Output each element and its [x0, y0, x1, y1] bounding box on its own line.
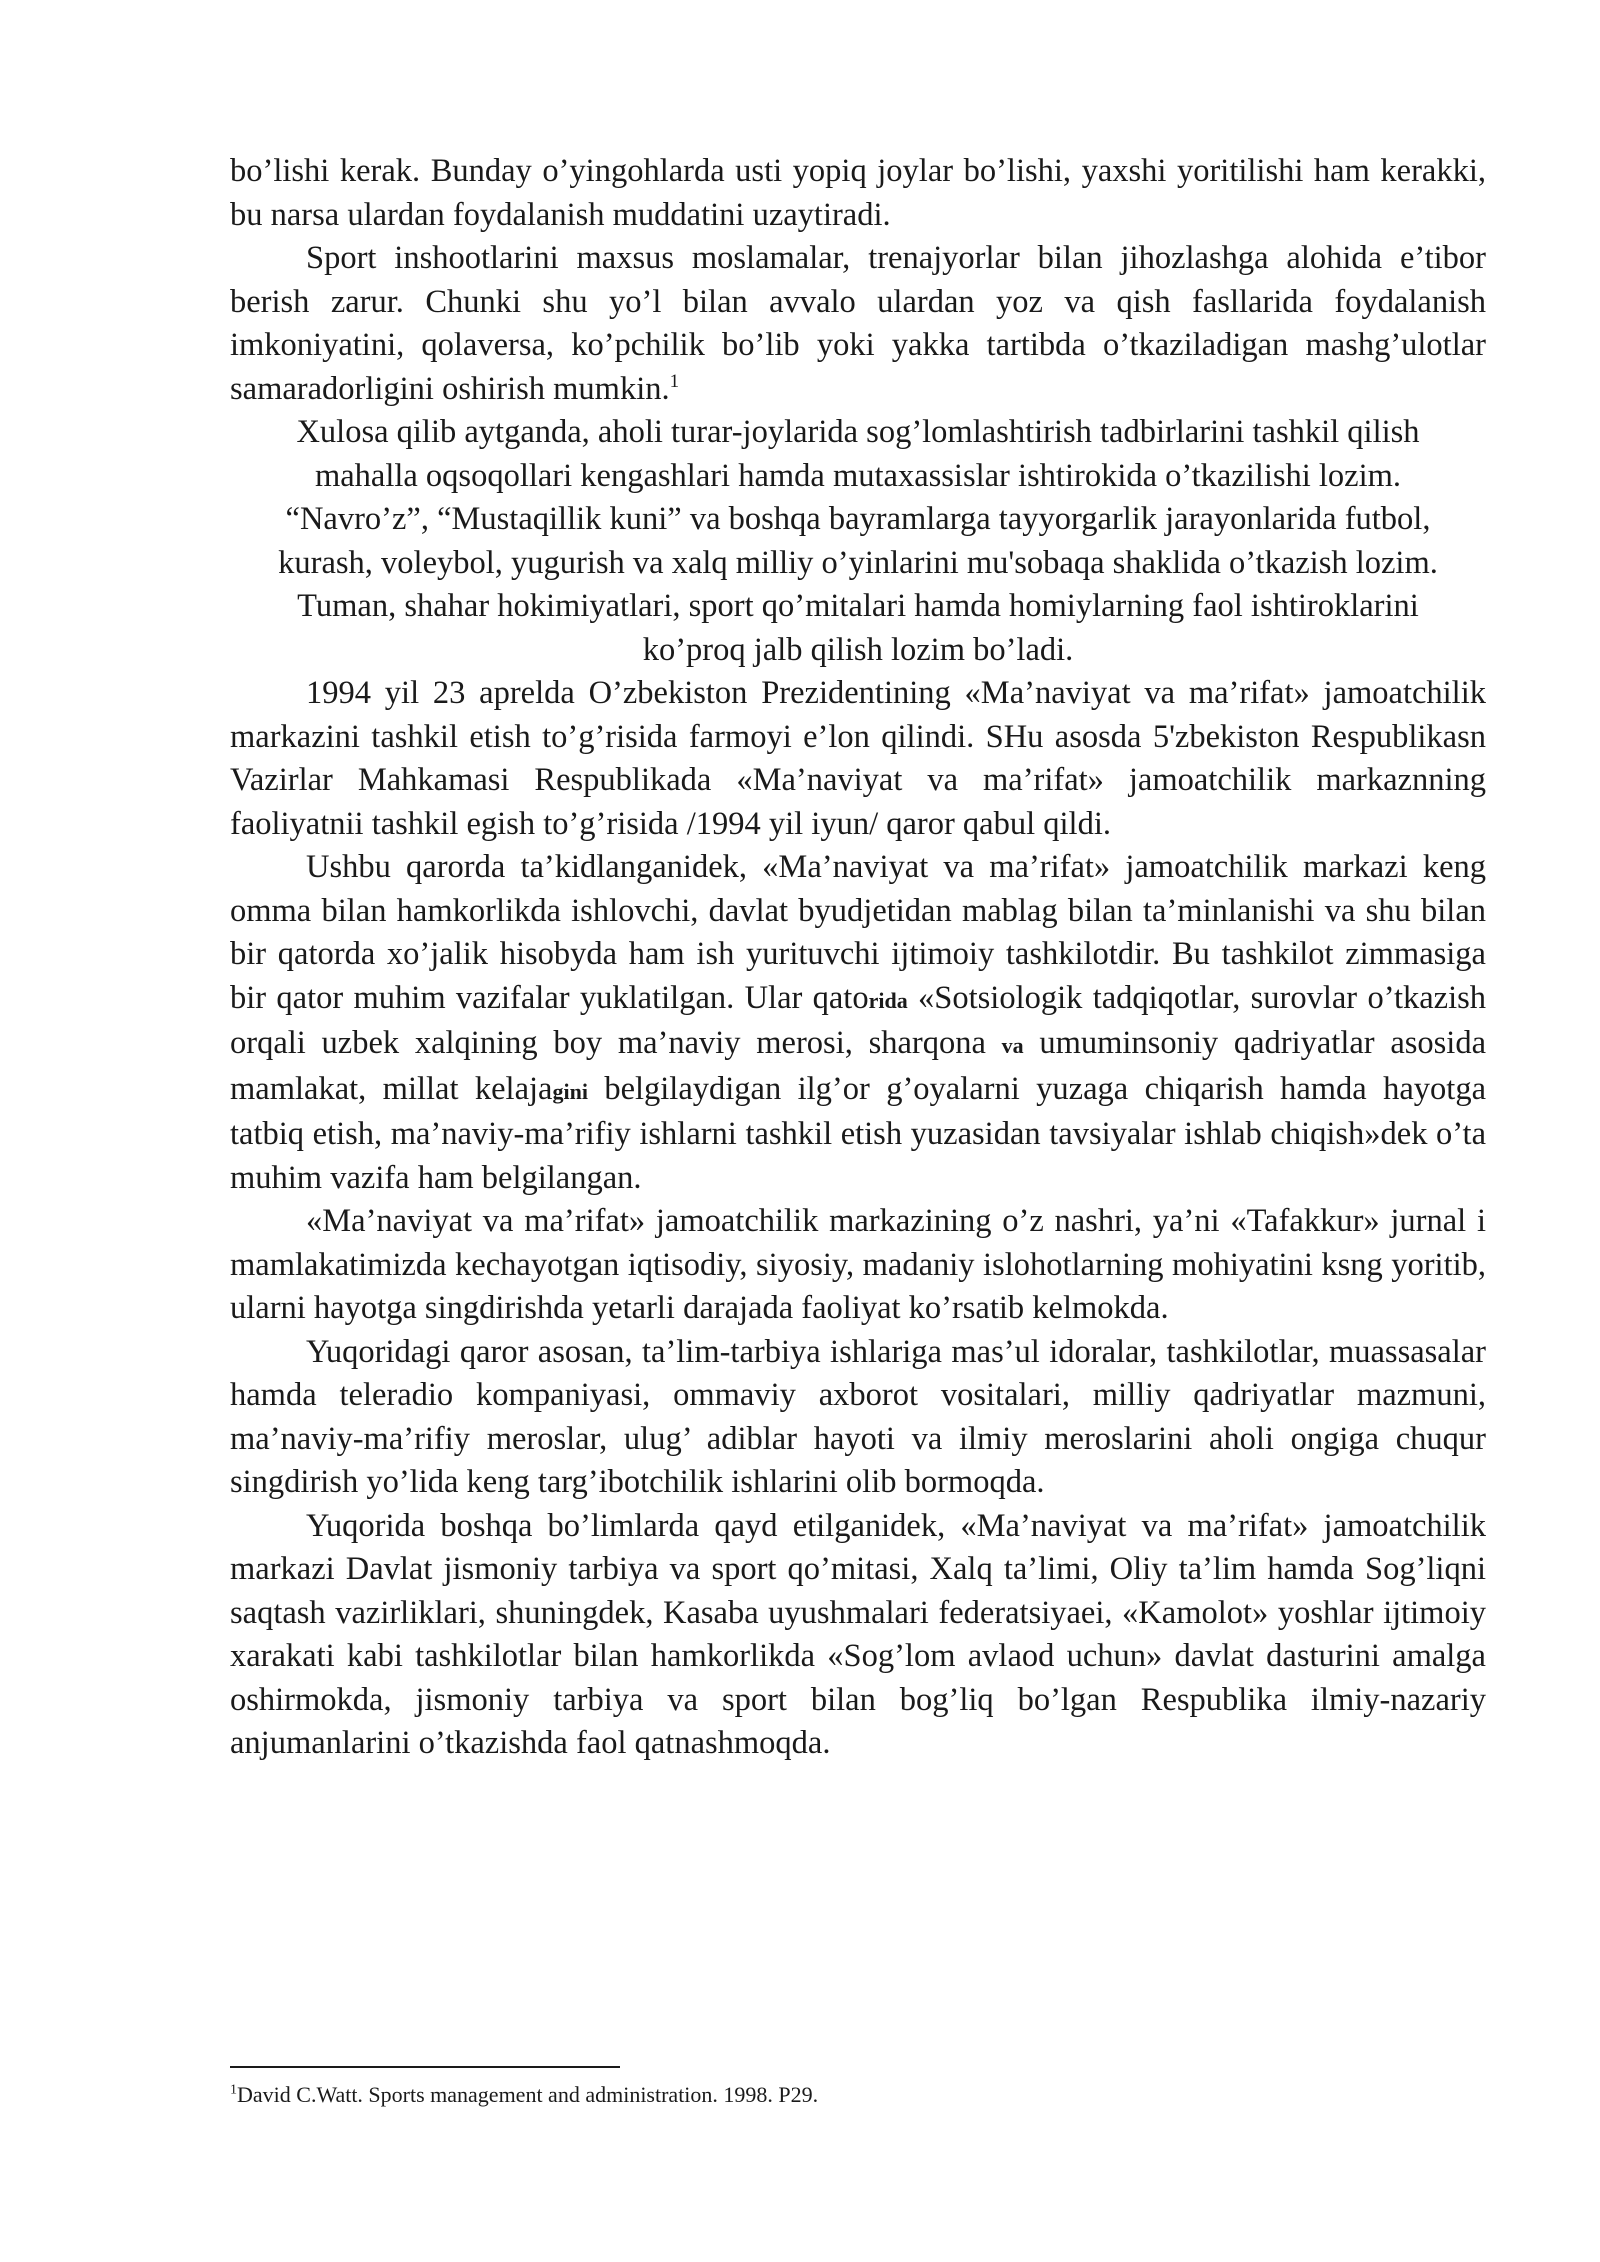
body-text: [230, 150, 1486, 1766]
paragraph-5-part-a: Ushbu qarorda ta’kidlanganidek, «Ma’naviyat va ma’rifat» jamoatchilik markazi keng omma bilan hamkorlikda ishlovchi, davlat byudjetidan mablag bilan ta’minlanishi va shu bilan bir qatorda xo’jalik hisobyda ham ish yurituvchi ijtimoiy tashkilotdir. Bu tashkilot zimmasiga bir qator muhim vazifalar yuklatilgan. Ular qato: [230, 849, 1486, 1016]
paragraph-5-bold-rida: rida: [868, 987, 908, 1013]
paragraph-6: «Ma’naviyat va ma’rifat» jamoatchilik markazining o’z nashri, ya’ni «Tafakkur» jurnal i mamlakatimizda kechayotgan iqtisodiy, siyosiy, madaniy islohotlarning mohiyatini ksng yoritib, ularni hayotga singdirishda yetarli darajada faoliyat ko’rsatib kelmokda.: [230, 1203, 1486, 1326]
footnote-reference[interactable]: 1: [669, 370, 680, 392]
footnote-mark: 1: [230, 2082, 237, 2098]
paragraph-7: Yuqoridagi qaror asosan, ta’lim-tarbiya ishlariga mas’ul idoralar, tashkilotlar, muassasalar hamda teleradio kompaniyasi, ommaviy axborot vositalari, milliy qadriyatlar mazmuni, ma’naviy-ma’rifiy meroslar, ulug’ adiblar hayoti va ilmiy meroslarini aholi ongiga chuqur singdirish yo’lida keng targ’ibotchilik ishlarini olib bormoqda.: [230, 1333, 1486, 1500]
paragraph-3: Xulosa qilib aytganda, aholi turar-joylarida sog’lomlashtirish tadbirlarini tashkil qilish mahalla oqsoqollari kengashlari hamda mutaxassislar ishtirokida o’tkazilishi lozim. “Navro’z”, “Mustaqillik kuni” va boshqa bayramlarga tayyorgarlik jarayonlarida futbol, kurash, voleybol, yugurish va xalq milliy o’yinlarini mu'sobaqa shaklida o’tkazish lozim. Tuman, shahar hokimiyatlari, sport qo’mitalari hamda homiylarning faol ishtiroklarini ko’proq jalb qilish lozim bo’ladi.: [278, 414, 1438, 668]
paragraph-5-part-g: belgilaydigan ilg’or g’oyalarni yuzaga chiqarish hamda hayotga tatbiq etish, ma’naviy-ma’rifiy ishlarni tashkil etish yuzasidan tavsiyalar ishlab chiqish»dek o’ta muhim vazifa ham belgilangan.: [230, 1070, 1486, 1196]
footnote-text: David C.Watt. Sports management and administration. 1998. P29.: [237, 2082, 819, 2107]
paragraph-5: [230, 846, 1486, 1200]
paragraph-2-text: Sport inshootlarini maxsus moslamalar, trenajyorlar bilan jihozlashga alohida e’tibor berish zarur. Chunki shu yo’l bilan avvalo ulardan yoz va qish fasllarida foydalanish imkoniyatini, qolaversa, ko’pchilik bo’lib yoki yakka tartibda o’tkaziladigan mashg’ulotlar samaradorligini oshirish mumkin.: [230, 240, 1486, 407]
footnote: [230, 2081, 818, 2109]
paragraph-5-bold-va: va: [1001, 1033, 1024, 1058]
footnote-separator: [230, 2066, 620, 2068]
paragraph-8: Yuqorida boshqa bo’limlarda qayd etilganidek, «Ma’naviyat va ma’rifat» jamoatchilik markazi Davlat jismoniy tarbiya va sport qo’mitasi, Xalq ta’limi, Oliy ta’lim hamda Sog’liqni saqtash vazirliklari, shuningdek, Kasaba uyushmalari federatsiyaei, «Kamolot» yoshlar ijtimoiy xarakati kabi tashkilotlar bilan hamkorlikda «Sog’lom avlaod uchun» davlat dasturini amalga oshirmokda, jismoniy tarbiya va sport bilan bog’liq bo’lgan Respublika ilmiy-nazariy anjumanlarini o’tkazishda faol qatnashmoqda.: [230, 1507, 1486, 1761]
paragraph-1: bo’lishi kerak. Bunday o’yingohlarda usti yopiq joylar bo’lishi, yaxshi yoritilishi ham kerakki, bu narsa ulardan foydalanish muddatini uzaytiradi.: [230, 153, 1486, 233]
paragraph-5-bold-gini: gini: [552, 1078, 588, 1104]
paragraph-5-part-e: umuminsoniy qadriyatlar asosida mamlakat, millat kelaja: [230, 1025, 1486, 1107]
paragraph-4: 1994 yil 23 aprelda O’zbekiston Prezidentining «Ma’naviyat va ma’rifat» jamoatchilik markazini tashkil etish to’g’risida farmoyi e’lon qilindi. SHu asosda 5'zbekiston Respublikasn Vazirlar Mahkamasi Respublikada «Ma’naviyat va ma’rifat» jamoatchilik markaznning faoliyatnii tashkil egish to’g’risida /1994 yil iyun/ qaror qabul qildi.: [230, 675, 1486, 842]
paragraph-2: [230, 237, 1486, 411]
paragraph-5-part-c: «Sotsiologik tadqiqotlar, surovlar o’tkazish orqali uzbek xalqining boy ma’naviy merosi, sharqona: [230, 979, 1486, 1061]
